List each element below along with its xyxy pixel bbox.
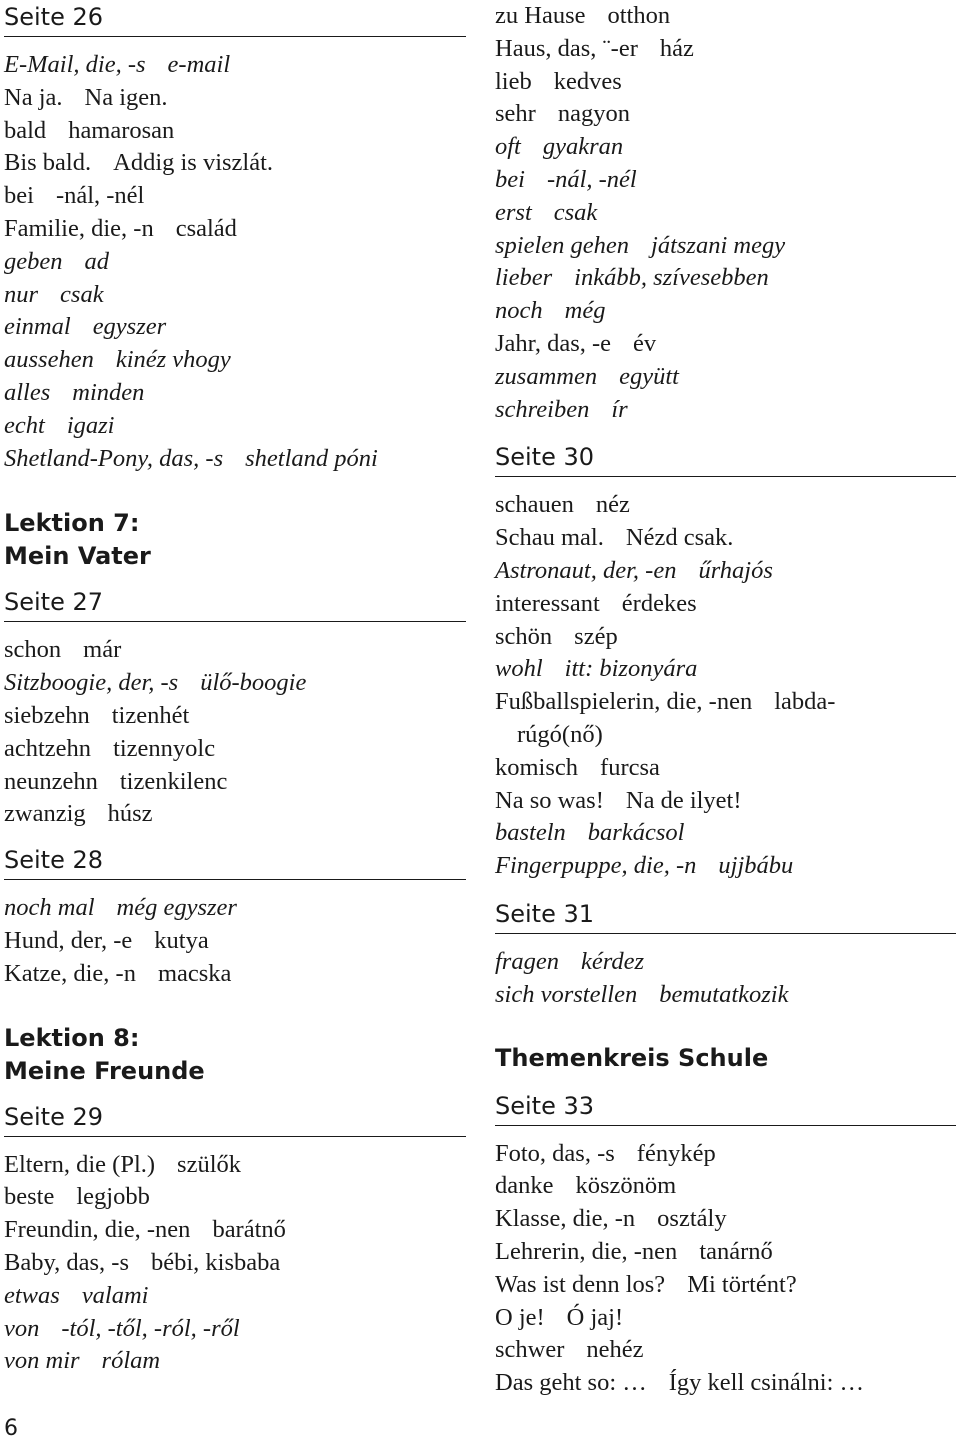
german-term: alles xyxy=(4,378,51,406)
hungarian-term: fénykép xyxy=(636,1139,716,1167)
hungarian-term: tanárnő xyxy=(699,1237,773,1265)
vocab-entry xyxy=(4,634,466,667)
vocab-entry xyxy=(495,752,956,785)
vocab-entry xyxy=(495,621,956,654)
hungarian-term: ír xyxy=(611,395,628,423)
hungarian-term: tizennyolc xyxy=(113,734,216,762)
vocab-entry xyxy=(4,213,466,246)
german-term: geben xyxy=(4,247,63,275)
hungarian-term: Na igen. xyxy=(84,83,168,111)
vocab-entry xyxy=(495,33,956,66)
vocab-entry xyxy=(495,522,956,555)
german-term: zu Hause xyxy=(495,2,586,29)
vocab-entry xyxy=(4,1149,466,1182)
german-term: wohl xyxy=(495,655,543,683)
vocab-entry xyxy=(495,262,956,295)
hungarian-term: Ó jaj! xyxy=(566,1303,624,1331)
theme-title: Themenkreis Schule xyxy=(495,1043,769,1072)
lesson-title-line-1: Lektion 8: xyxy=(4,1023,140,1052)
german-term: danke xyxy=(495,1172,554,1200)
vocab-entry xyxy=(495,131,956,164)
german-term: schreiben xyxy=(495,395,590,423)
german-term: O je! xyxy=(495,1303,545,1331)
vocab-entry xyxy=(495,394,956,427)
german-term: echt xyxy=(4,411,45,439)
hungarian-term: gyakran xyxy=(542,133,624,161)
vocab-entry xyxy=(495,1269,956,1302)
german-term: Fußballspielerin, die, -nen xyxy=(495,688,753,716)
german-term: bei xyxy=(4,182,34,210)
hungarian-term: ülő-boogie xyxy=(200,669,307,697)
hungarian-term: nehéz xyxy=(586,1336,644,1364)
german-term: schön xyxy=(495,622,553,650)
vocab-entry xyxy=(4,377,466,410)
vocab-entry xyxy=(4,1313,466,1346)
vocab-entry xyxy=(495,164,956,197)
hungarian-term: év xyxy=(633,329,657,357)
hungarian-term: ujjbábu xyxy=(718,852,794,880)
german-term: Bis bald. xyxy=(4,149,92,177)
hungarian-term: csak xyxy=(553,198,598,226)
german-term: zusammen xyxy=(495,362,598,390)
lesson-title-line-1: Lektion 7: xyxy=(4,509,140,538)
german-term: Jahr, das, -e xyxy=(495,329,612,357)
german-term: Was ist denn los? xyxy=(495,1270,666,1298)
german-term: interessant xyxy=(495,589,600,617)
hungarian-term: csak xyxy=(60,280,104,308)
german-term: Na so was! xyxy=(495,786,604,814)
hungarian-term: minden xyxy=(72,378,145,406)
hungarian-term: játszani megy xyxy=(651,231,786,259)
hungarian-term: rúgó(nő) xyxy=(517,720,603,748)
vocab-entry xyxy=(4,311,466,344)
vocab-entry xyxy=(495,588,956,621)
hungarian-term: igazi xyxy=(66,411,115,439)
german-term: lieb xyxy=(495,67,532,95)
vocab-entry xyxy=(495,850,956,883)
vocab-entry xyxy=(4,82,466,115)
vocab-list-seite-31 xyxy=(495,946,956,1012)
vocab-entry xyxy=(4,344,466,377)
section-heading-seite-26: Seite 26 xyxy=(4,2,466,37)
hungarian-term: -nál, -nél xyxy=(546,165,637,193)
vocab-entry xyxy=(495,1367,956,1400)
hungarian-term: legjobb xyxy=(76,1183,150,1211)
german-term: noch mal xyxy=(4,894,95,922)
german-term: oft xyxy=(495,133,521,161)
hungarian-term: nagyon xyxy=(557,100,630,128)
german-term: etwas xyxy=(4,1281,60,1309)
vocab-entry xyxy=(4,49,466,82)
vocab-entry xyxy=(495,295,956,328)
hungarian-term: még egyszer xyxy=(116,894,237,922)
hungarian-term: furcsa xyxy=(600,753,660,781)
hungarian-term: együtt xyxy=(619,362,679,390)
german-term: von xyxy=(4,1314,40,1342)
hungarian-term: bébi, kisbaba xyxy=(150,1248,281,1276)
hungarian-term: már xyxy=(83,636,122,664)
hungarian-term: ház xyxy=(659,34,694,62)
vocab-entry xyxy=(495,653,956,686)
section-heading-seite-33: Seite 33 xyxy=(495,1091,956,1126)
german-term: Familie, die, -n xyxy=(4,214,154,242)
german-term: Katze, die, -n xyxy=(4,959,136,987)
german-term: Na ja. xyxy=(4,83,63,111)
vocab-list-seite-29 xyxy=(4,1149,466,1379)
hungarian-term: köszönöm xyxy=(575,1172,677,1200)
vocab-entry xyxy=(4,667,466,700)
german-term: achtzehn xyxy=(4,734,92,762)
hungarian-term: shetland póni xyxy=(245,444,378,472)
vocab-entry xyxy=(4,700,466,733)
hungarian-term: néz xyxy=(595,491,630,519)
german-term: Haus, das, ¨-er xyxy=(495,34,638,62)
vocab-entry xyxy=(495,328,956,361)
hungarian-term: itt: bizonyára xyxy=(564,655,698,683)
german-term: noch xyxy=(495,297,543,325)
vocab-entry xyxy=(4,733,466,766)
vocab-entry xyxy=(495,1170,956,1203)
hungarian-term: ad xyxy=(84,247,109,275)
german-term: Freundin, die, -nen xyxy=(4,1216,191,1244)
german-term: sehr xyxy=(495,100,536,128)
german-term: Eltern, die (Pl.) xyxy=(4,1150,156,1178)
hungarian-term: valami xyxy=(81,1281,149,1309)
hungarian-term: Mi történt? xyxy=(687,1270,797,1298)
vocab-list-seite-29-continued xyxy=(495,0,956,426)
german-term: schwer xyxy=(495,1336,565,1364)
hungarian-term: tizenkilenc xyxy=(119,767,228,795)
german-term: zwanzig xyxy=(4,800,86,828)
hungarian-term: inkább, szívesebben xyxy=(574,264,769,292)
hungarian-term: család xyxy=(175,214,237,242)
vocab-entry xyxy=(495,361,956,394)
german-term: von mir xyxy=(4,1347,80,1375)
german-term: bei xyxy=(495,165,525,193)
vocab-entry xyxy=(495,489,956,522)
vocab-entry xyxy=(4,1214,466,1247)
hungarian-term: érdekes xyxy=(621,589,697,617)
german-term: aussehen xyxy=(4,346,94,374)
german-term: komisch xyxy=(495,753,579,781)
vocab-list-seite-26 xyxy=(4,49,466,475)
vocab-list-seite-28 xyxy=(4,892,466,990)
german-term: E-Mail, die, -s xyxy=(4,51,146,78)
hungarian-term: labda- xyxy=(774,688,836,716)
vocab-entry xyxy=(4,925,466,958)
german-term: spielen gehen xyxy=(495,231,630,259)
vocab-entry xyxy=(4,410,466,443)
hungarian-term: kinéz vhogy xyxy=(115,346,231,374)
german-term: erst xyxy=(495,198,532,226)
german-term: siebzehn xyxy=(4,701,90,729)
vocab-entry xyxy=(4,1247,466,1280)
vocab-entry xyxy=(495,686,956,719)
section-heading-seite-27: Seite 27 xyxy=(4,587,466,622)
vocab-entry xyxy=(4,279,466,312)
german-term: neunzehn xyxy=(4,767,98,795)
german-term: Foto, das, -s xyxy=(495,1139,615,1167)
vocab-entry xyxy=(495,1138,956,1171)
vocab-entry xyxy=(4,1280,466,1313)
german-term: schauen xyxy=(495,491,574,519)
vocab-entry xyxy=(4,892,466,925)
hungarian-term: tizenhét xyxy=(111,701,190,729)
hungarian-term: barkácsol xyxy=(587,819,685,847)
vocab-entry xyxy=(4,115,466,148)
vocab-entry xyxy=(495,1203,956,1236)
section-heading-seite-30: Seite 30 xyxy=(495,442,956,477)
hungarian-term: rólam xyxy=(101,1347,161,1375)
vocab-entry xyxy=(4,958,466,991)
german-term: nur xyxy=(4,280,39,308)
section-heading-seite-31: Seite 31 xyxy=(495,899,956,934)
vocab-entry xyxy=(495,555,956,588)
hungarian-term: szép xyxy=(574,622,618,650)
hungarian-term: Na de ilyet! xyxy=(625,786,742,814)
german-term: sich vorstellen xyxy=(495,980,638,1008)
section-heading-seite-29: Seite 29 xyxy=(4,1102,466,1137)
hungarian-term: -tól, -től, -ról, -ről xyxy=(61,1314,240,1342)
section-heading-seite-28: Seite 28 xyxy=(4,845,466,880)
vocab-list-seite-27 xyxy=(4,634,466,831)
vocab-entry xyxy=(495,785,956,818)
hungarian-term: kedves xyxy=(553,67,622,95)
hungarian-term: még xyxy=(564,297,606,325)
vocab-entry xyxy=(495,230,956,263)
lesson-title-line-2: Mein Vater xyxy=(4,542,151,571)
hungarian-term: Nézd csak. xyxy=(625,524,734,552)
vocab-entry xyxy=(4,180,466,213)
german-term: Schau mal. xyxy=(495,524,604,552)
hungarian-term: e-mail xyxy=(167,51,231,78)
hungarian-term: Így kell csinálni: … xyxy=(668,1369,865,1397)
left-column xyxy=(4,0,466,1378)
vocab-entry xyxy=(495,817,956,850)
hungarian-term: űrhajós xyxy=(698,556,773,584)
german-term: Fingerpuppe, die, -n xyxy=(495,852,697,880)
german-term: Sitzboogie, der, -s xyxy=(4,669,179,697)
vocab-entry-continuation xyxy=(495,719,956,752)
german-term: Klasse, die, -n xyxy=(495,1205,636,1233)
german-term: Hund, der, -e xyxy=(4,926,133,954)
german-term: einmal xyxy=(4,313,71,341)
vocab-list-seite-30 xyxy=(495,489,956,883)
vocab-entry xyxy=(4,443,466,476)
german-term: basteln xyxy=(495,819,566,847)
hungarian-term: kérdez xyxy=(580,947,645,975)
hungarian-term: barátnő xyxy=(212,1216,286,1244)
german-term: fragen xyxy=(495,947,559,975)
german-term: Astronaut, der, -en xyxy=(495,556,677,584)
vocab-entry xyxy=(495,979,956,1012)
hungarian-term: szülők xyxy=(177,1150,242,1178)
hungarian-term: húsz xyxy=(107,800,153,828)
german-term: beste xyxy=(4,1183,55,1211)
hungarian-term: kutya xyxy=(154,926,209,954)
hungarian-term: hamarosan xyxy=(68,116,175,144)
german-term: Shetland-Pony, das, -s xyxy=(4,444,224,472)
german-term: schon xyxy=(4,636,62,664)
german-term: bald xyxy=(4,116,47,144)
vocab-entry xyxy=(4,1181,466,1214)
vocab-entry xyxy=(4,147,466,180)
vocab-entry xyxy=(495,946,956,979)
german-term: Baby, das, -s xyxy=(4,1248,129,1276)
right-column xyxy=(495,0,956,1400)
vocab-entry xyxy=(495,1334,956,1367)
hungarian-term: bemutatkozik xyxy=(659,980,789,1008)
vocab-list-seite-33 xyxy=(495,1138,956,1400)
hungarian-term: Addig is viszlát. xyxy=(113,149,274,177)
vocab-entry xyxy=(495,197,956,230)
hungarian-term: osztály xyxy=(657,1205,727,1233)
german-term: Das geht so: … xyxy=(495,1369,647,1397)
vocab-entry xyxy=(495,66,956,99)
vocab-entry xyxy=(495,1302,956,1335)
hungarian-term: -nál, -nél xyxy=(55,182,145,210)
hungarian-term: otthon xyxy=(607,2,671,29)
vocab-entry xyxy=(4,1345,466,1378)
vocab-entry xyxy=(495,98,956,131)
vocab-entry xyxy=(4,798,466,831)
vocab-entry xyxy=(4,766,466,799)
page-number: 6 xyxy=(4,1416,18,1441)
hungarian-term: macska xyxy=(157,959,232,987)
german-term: Lehrerin, die, -nen xyxy=(495,1237,678,1265)
german-term: lieber xyxy=(495,264,553,292)
vocab-entry xyxy=(495,0,956,33)
hungarian-term: egyszer xyxy=(92,313,167,341)
lesson-title-line-2: Meine Freunde xyxy=(4,1056,205,1085)
vocab-entry xyxy=(4,246,466,279)
vocab-entry xyxy=(495,1236,956,1269)
